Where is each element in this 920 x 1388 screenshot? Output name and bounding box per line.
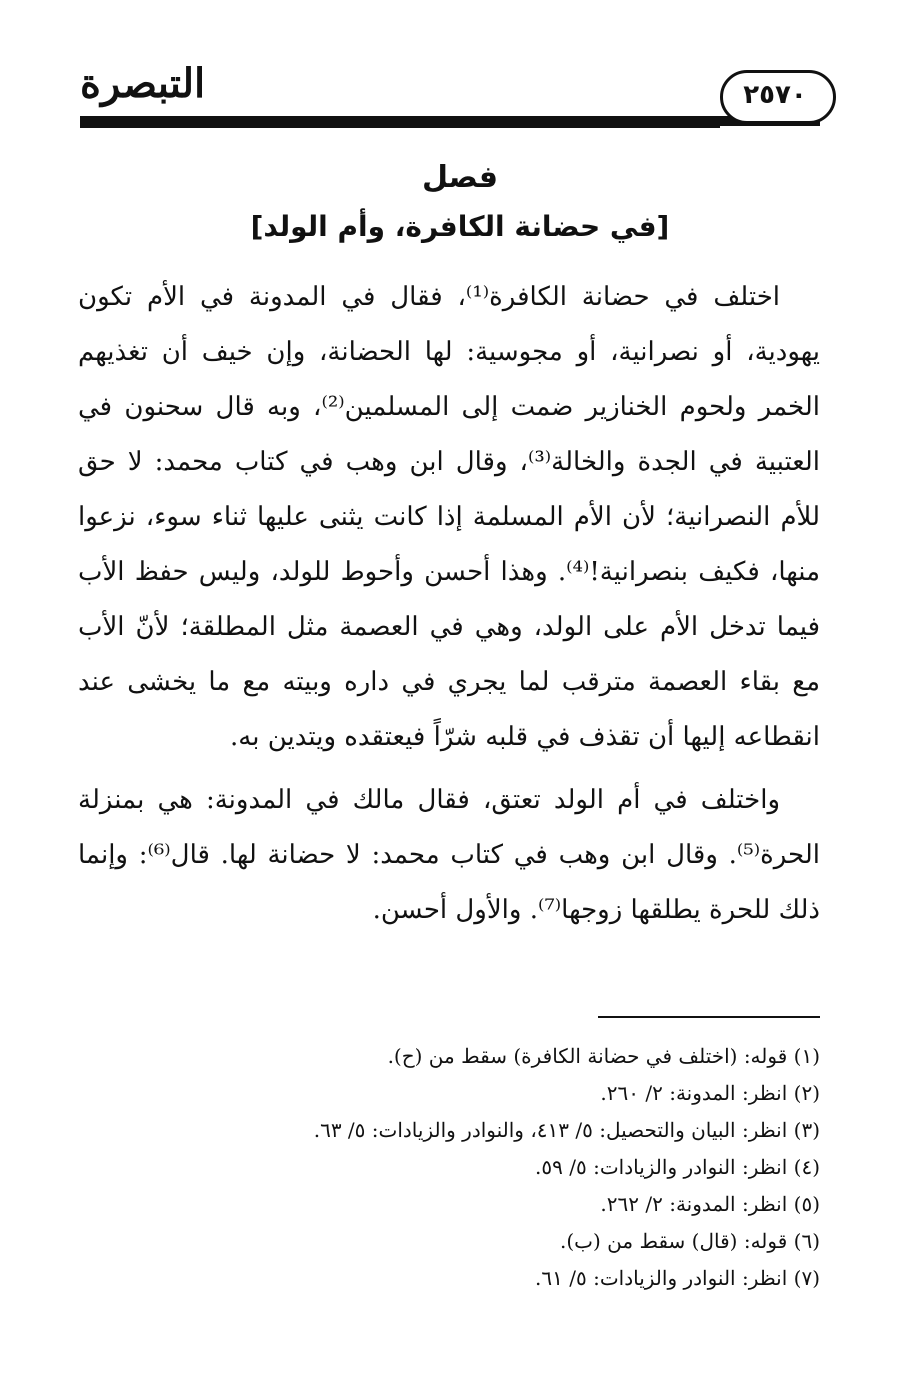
footnote-4: (٤) انظر: النوادر والزيادات: ٥/ ٥٩. xyxy=(535,1155,820,1179)
page-number: ٢٥٧٠ xyxy=(731,79,819,111)
footnote-6: (٦) قوله: (قال) سقط من (ب). xyxy=(560,1229,820,1253)
footnotes xyxy=(200,1038,820,1297)
footnote-7: (٧) انظر: النوادر والزيادات: ٥/ ٦١. xyxy=(535,1266,820,1290)
paragraph-2: واختلف في أم الولد تعتق، فقال مالك في المدونة: هي بمنزلة الحرة⁽⁵⁾. وقال ابن وهب في كتاب محمد: لا حضانة لها. قال⁽⁶⁾: وإنما ذلك للحرة يطلقها زوجها⁽⁷⁾. والأول أحسن. xyxy=(78,785,820,925)
body-text xyxy=(78,270,820,946)
footnote-2: (٢) انظر: المدونة: ٢/ ٢٦٠. xyxy=(600,1081,820,1105)
footnote-5: (٥) انظر: المدونة: ٢/ ٢٦٢. xyxy=(600,1192,820,1216)
header-rule xyxy=(80,116,820,126)
footnote-separator xyxy=(598,1016,820,1018)
footnote-1: (١) قوله: (اختلف في حضانة الكافرة) سقط من (ح). xyxy=(387,1044,820,1068)
chapter-subtitle: [في حضانة الكافرة، وأم الولد] xyxy=(250,210,670,243)
page-header xyxy=(80,62,840,130)
paragraph-1: اختلف في حضانة الكافرة⁽¹⁾، فقال في المدونة في الأم تكون يهودية، أو نصرانية، أو مجوسية: لها الحضانة، وإن خيف أن تغذيهم الخمر ولحوم الخنازير ضمت إلى المسلمين⁽²⁾، وبه قال سحنون في العتبية في الجدة والخالة⁽³⁾، وقال ابن وهب في كتاب محمد: لا حق للأم النصرانية؛ لأن الأم المسلمة إذا كانت يثنى عليها ثناء سوء، نزعوا منها، فكيف بنصرانية!⁽⁴⁾. وهذا أحسن وأحوط للولد، وليس حفظ الأب فيما تدخل الأم على الولد، وهي في العصمة مثل المطلقة؛ لأنّ الأب مع بقاء العصمة مترقب لما يجري في داره وبيته مع ما يخشى عند انقطاعه إليها أن تقذف في قلبه شرّاً فيعتقده ويتدين به. xyxy=(78,282,821,752)
footnote-3: (٣) انظر: البيان والتحصيل: ٥/ ٤١٣، والنوادر والزيادات: ٥/ ٦٣. xyxy=(313,1118,820,1142)
running-title: التبصرة xyxy=(80,60,206,107)
page-number-badge xyxy=(720,70,836,124)
chapter-title: فصل xyxy=(422,160,498,195)
